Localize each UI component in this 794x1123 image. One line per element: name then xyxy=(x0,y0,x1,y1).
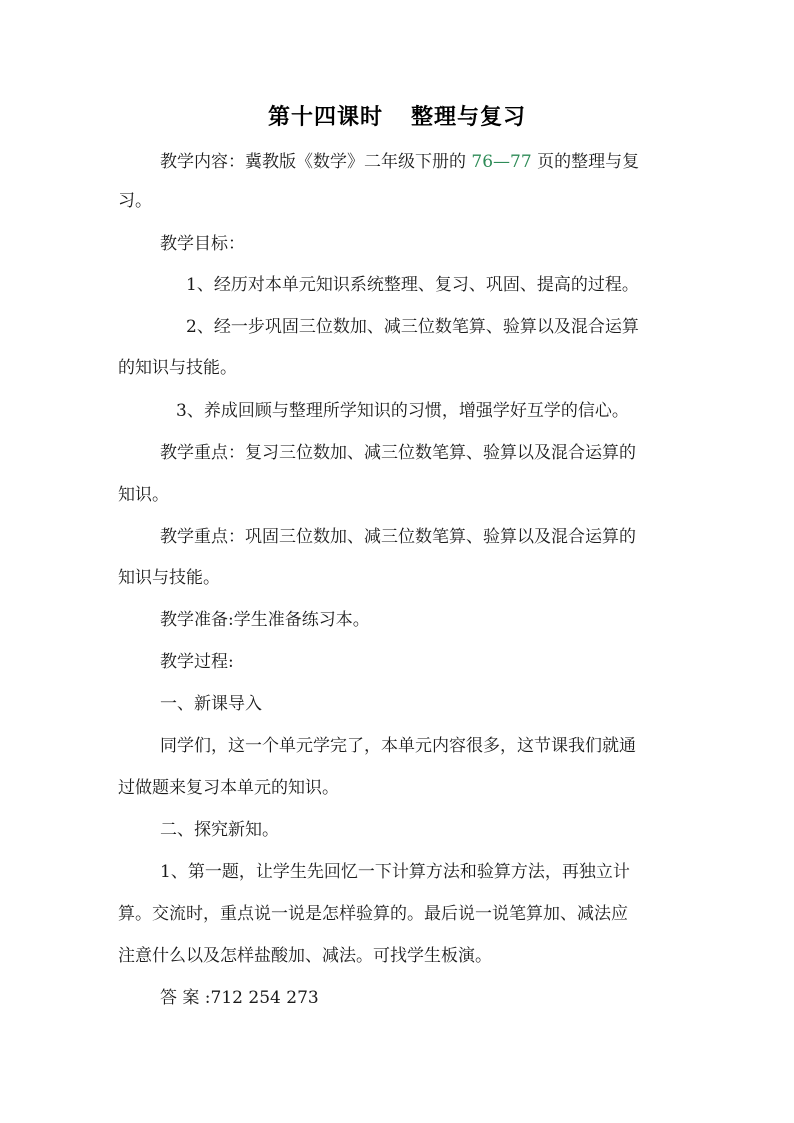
title-topic: 整理与复习 xyxy=(411,104,527,130)
section-1-heading: 一、新课导入 xyxy=(160,694,262,714)
answer-label: 答 案 : xyxy=(160,988,211,1008)
preparation: 教学准备:学生准备练习本。 xyxy=(160,610,370,630)
key-point-2-cont: 知识与技能。 xyxy=(118,568,220,588)
answer-values: 712 254 273 xyxy=(210,988,319,1008)
intro-paragraph-cont: 过做题来复习本单元的知识。 xyxy=(118,778,339,798)
goal-3: 3、养成回顾与整理所学知识的习惯，增强学好互学的信心。 xyxy=(176,401,629,421)
title-lesson: 第十四课时 xyxy=(267,104,383,130)
intro-paragraph: 同学们，这一个单元学完了，本单元内容很多，这节课我们就通 xyxy=(160,736,636,756)
goal-2-cont: 的知识与技能。 xyxy=(118,358,237,378)
answer-line xyxy=(160,986,720,1010)
goal-1: 1、经历对本单元知识系统整理、复习、巩固、提高的过程。 xyxy=(186,275,639,295)
section-2-heading: 二、探究新知。 xyxy=(160,820,279,840)
page-range: 76—77 xyxy=(471,152,532,172)
key-point-2: 教学重点：巩固三位数加、减三位数笔算、验算以及混合运算的 xyxy=(160,527,636,547)
exercise-1: 1、第一题，让学生先回忆一下计算方法和验算方法，再独立计 xyxy=(160,862,630,882)
content-line: 教学内容：冀教版《数学》二年级下册的 76—77 页的整理与复 xyxy=(160,152,640,172)
goals-heading: 教学目标： xyxy=(160,234,245,254)
key-point-1-cont: 知识。 xyxy=(118,485,169,505)
content-line-cont: 习。 xyxy=(118,191,152,211)
key-point-1: 教学重点：复习三位数加、减三位数笔算、验算以及混合运算的 xyxy=(160,443,636,463)
goal-2: 2、经一步巩固三位数加、减三位数笔算、验算以及混合运算 xyxy=(186,317,639,337)
exercise-1-cont-2: 注意什么以及怎样盐酸加、减法。可找学生板演。 xyxy=(118,946,492,966)
page-title xyxy=(0,100,794,131)
exercise-1-cont: 算。交流时，重点说一说是怎样验算的。最后说一说笔算加、减法应 xyxy=(118,904,628,924)
process-heading: 教学过程: xyxy=(160,652,234,672)
